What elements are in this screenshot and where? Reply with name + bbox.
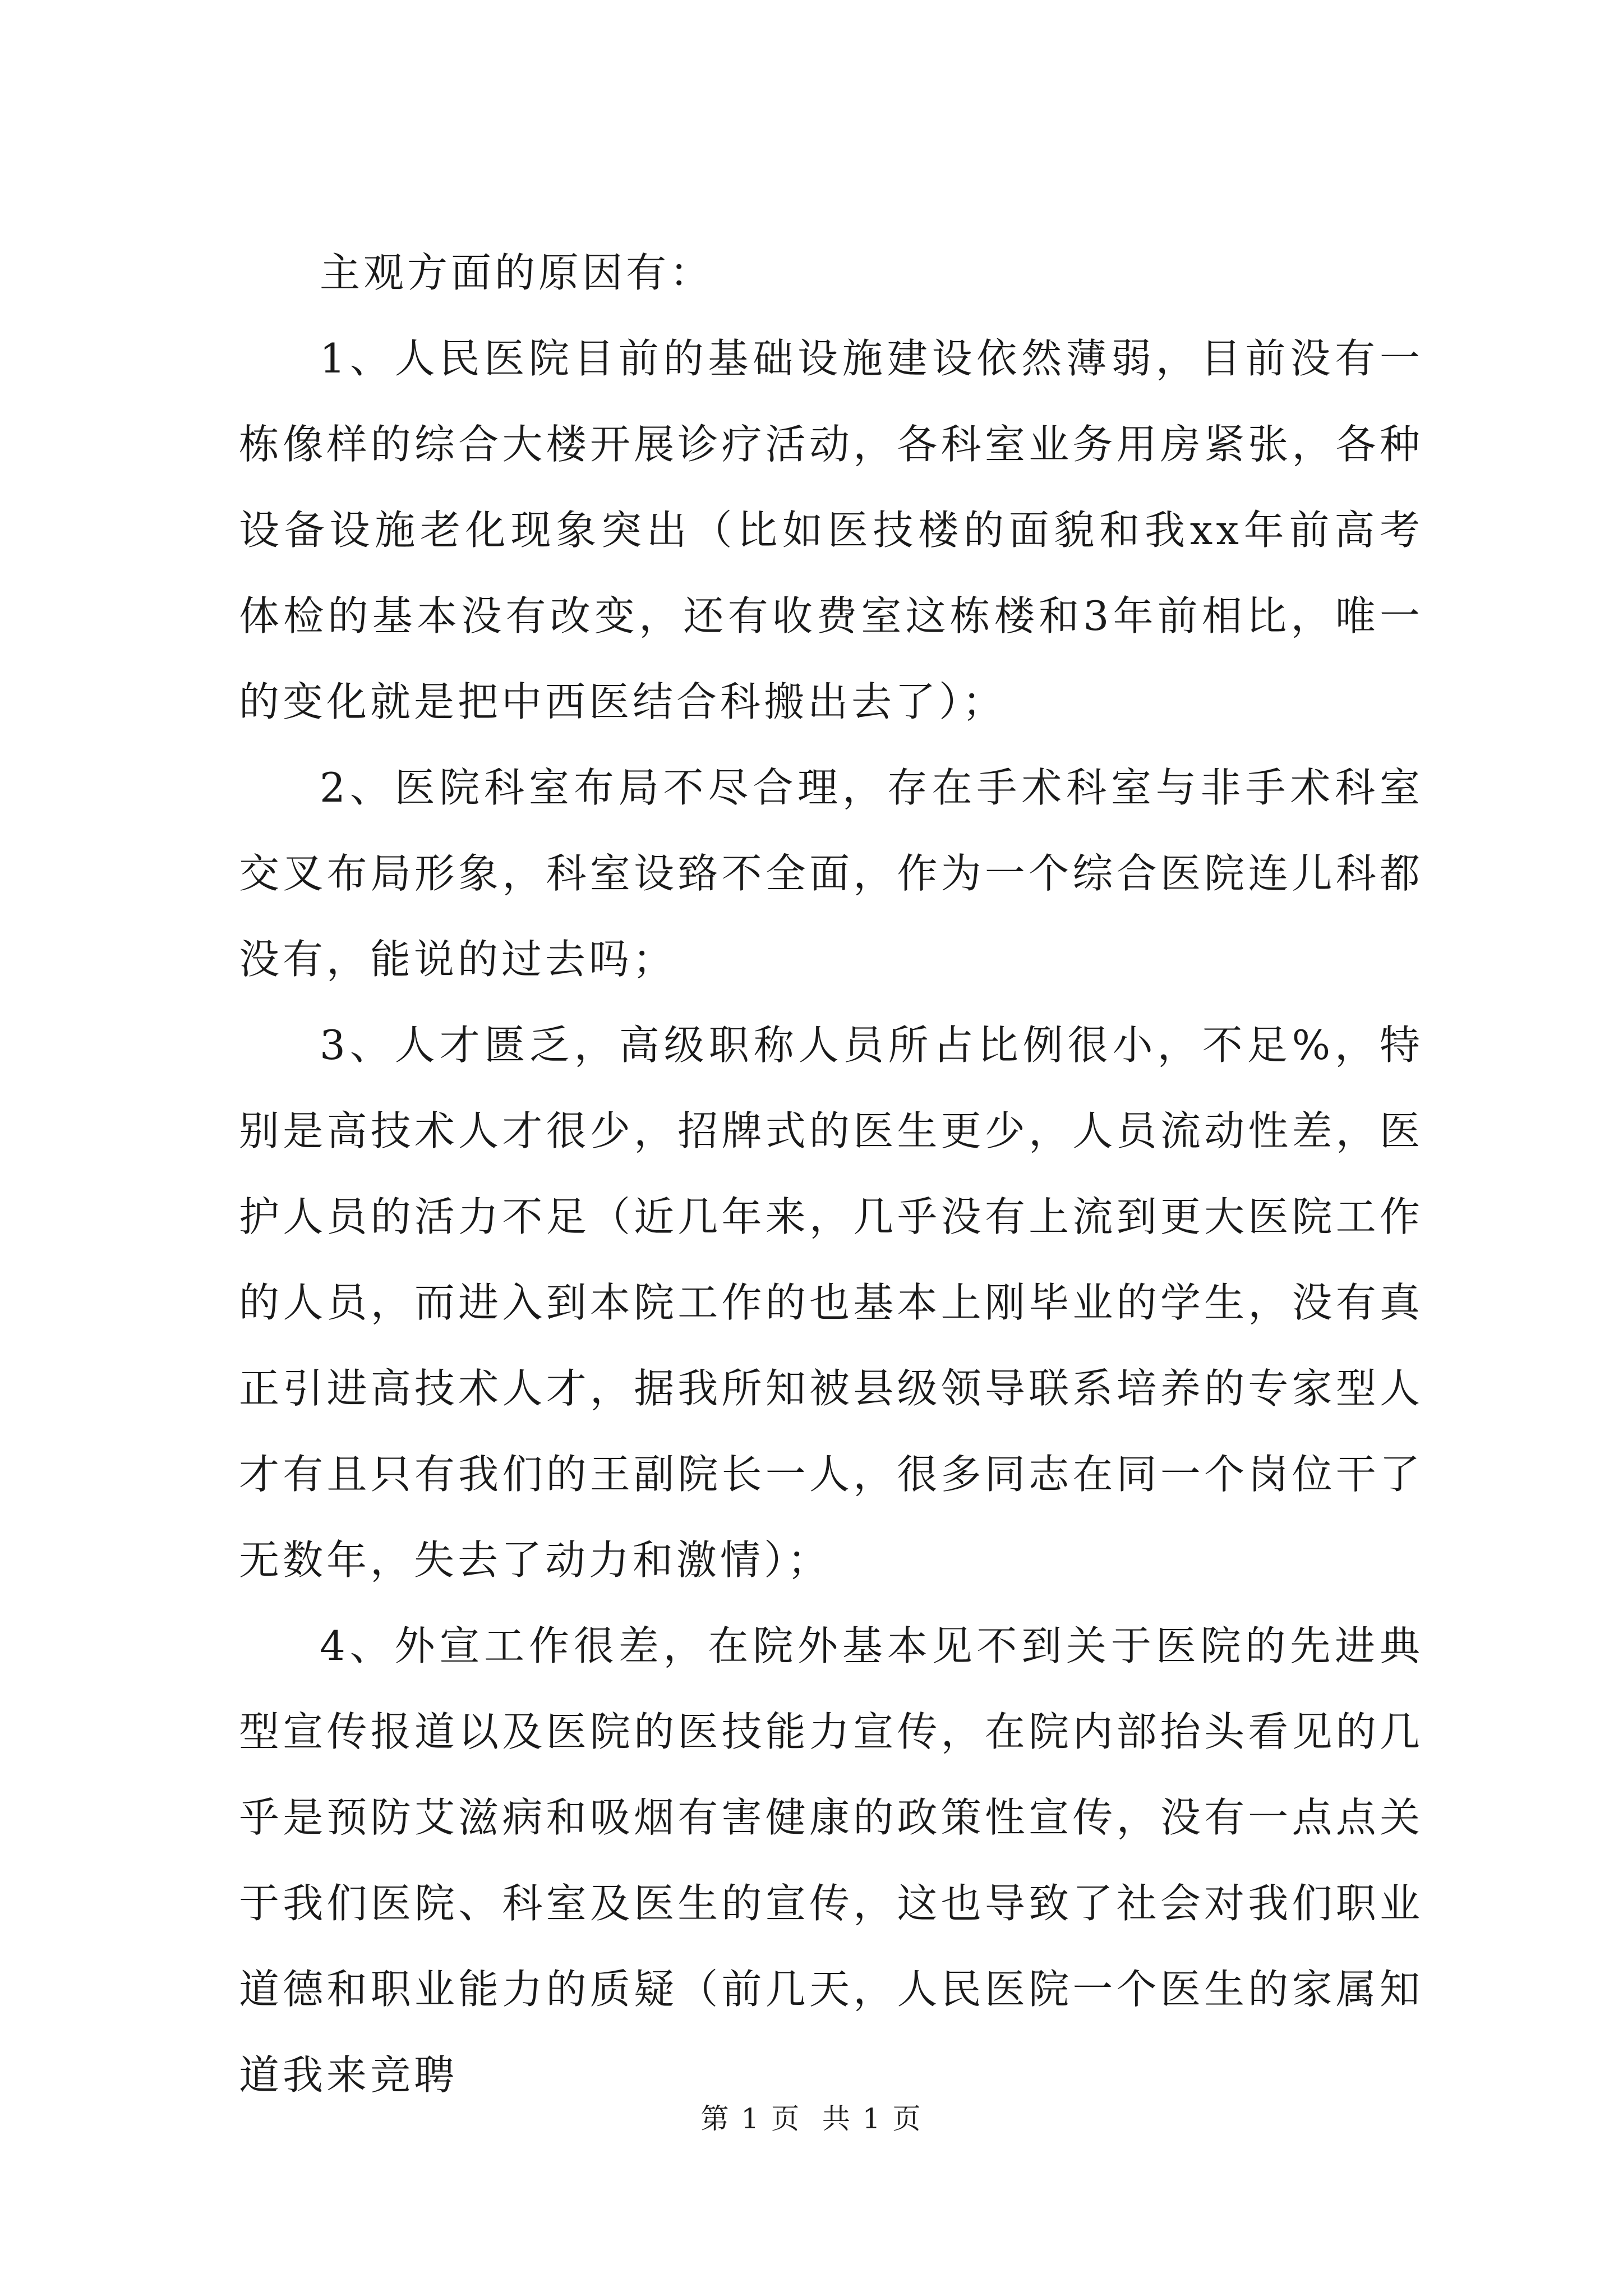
section-heading: 主观方面的原因有： bbox=[320, 249, 714, 296]
paragraph-3: 3、人才匮乏，高级职称人员所占比例很小，不足%，特别是高技术人才很少，招牌式的医生更少，人员流动性差，医护人员的活力不足（近几年来，几乎没有上流到更大医院工作的人员，而进入到本院工作的也基本上刚毕业的学生，没有真正引进高技术人才，据我所知被县级领导联系培养的专家型人才有且只有我们的王副院长一人，很多同志在同一个岗位干了无数年，失去了动力和激情）； bbox=[239, 1022, 1423, 1584]
document-body bbox=[239, 230, 1423, 2118]
paragraph-4: 4、外宣工作很差，在院外基本见不到关于医院的先进典型宣传报道以及医院的医技能力宣传，在院内部抬头看见的几乎是预防艾滋病和吸烟有害健康的政策性宣传，没有一点点关于我们医院、科室及医生的宣传，这也导致了社会对我们职业道德和职业能力的质疑（前几天，人民医院一个医生的家属知道我来竞聘 bbox=[239, 1622, 1423, 2099]
paragraph-1: 1、人民医院目前的基础设施建设依然薄弱，目前没有一栋像样的综合大楼开展诊疗活动，各科室业务用房紧张，各种设备设施老化现象突出（比如医技楼的面貌和我xx年前高考体检的基本没有改变，还有收费室这栋楼和3年前相比，唯一的变化就是把中西医结合科搬出去了）； bbox=[239, 335, 1423, 725]
paragraph-2: 2、医院科室布局不尽合理，存在手术科室与非手术科室交叉布局形象，科室设臵不全面，作为一个综合医院连儿科都没有，能说的过去吗； bbox=[239, 764, 1423, 983]
page-footer: 第 1 页 共 1 页 bbox=[700, 2102, 923, 2135]
